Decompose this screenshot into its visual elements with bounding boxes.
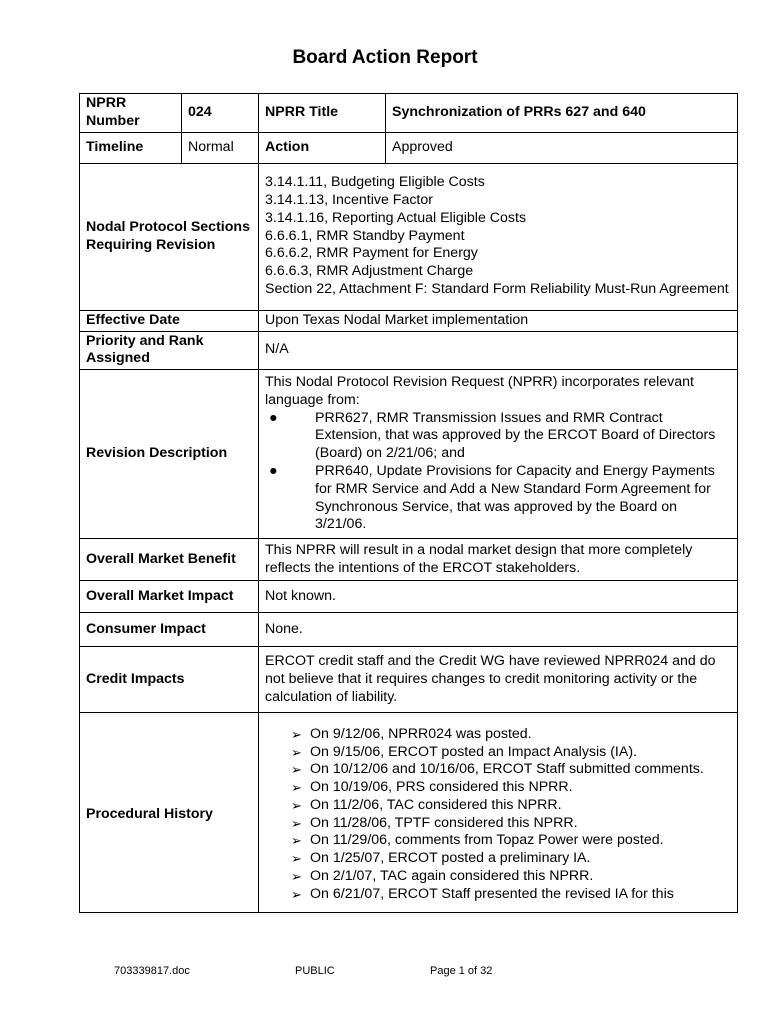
arrow-bullet-icon: ➢ <box>291 780 302 796</box>
row-sections <box>80 163 738 310</box>
row-market-benefit <box>80 539 738 581</box>
row-revision-description <box>80 370 738 539</box>
market-impact-label: Overall Market Impact <box>80 581 259 613</box>
nprr-number-value: 024 <box>182 94 259 133</box>
row-credit-impacts <box>80 647 738 713</box>
bullet-icon: ● <box>269 463 278 480</box>
section-line: 6.6.6.1, RMR Standby Payment <box>265 227 465 244</box>
market-benefit-value: This NPRR will result in a nodal market design that more completely reflects the intentions of the ERCOT stakeholders. <box>259 539 738 581</box>
history-text: On 11/29/06, comments from Topaz Power were posted. <box>310 832 664 849</box>
list-item <box>265 832 731 850</box>
effective-date-label: Effective Date <box>80 310 259 331</box>
arrow-bullet-icon: ➢ <box>291 726 302 742</box>
revision-description-label: Revision Description <box>80 370 259 539</box>
effective-date-value: Upon Texas Nodal Market implementation <box>259 310 738 331</box>
row-consumer-impact <box>80 613 738 647</box>
priority-value: N/A <box>259 331 738 370</box>
history-text: On 11/2/06, TAC considered this NPRR. <box>310 796 562 813</box>
section-line: 3.14.1.16, Reporting Actual Eligible Costs <box>265 209 527 226</box>
arrow-bullet-icon: ➢ <box>291 744 302 760</box>
nprr-title-label: NPRR Title <box>259 94 386 133</box>
row-market-impact <box>80 581 738 613</box>
bullet-text: PRR627, RMR Transmission Issues and RMR Contract Extension, that was approved by the ERCOT Board of Directors (Board) on 2/21/06; and <box>315 409 716 462</box>
revision-intro: This Nodal Protocol Revision Request (NPRR) incorporates relevant language from: <box>265 374 694 408</box>
procedural-history-label: Procedural History <box>80 713 259 913</box>
market-benefit-label: Overall Market Benefit <box>80 539 259 581</box>
arrow-bullet-icon: ➢ <box>291 762 302 778</box>
section-line: 6.6.6.2, RMR Payment for Energy <box>265 245 478 262</box>
history-text: On 9/15/06, ERCOT posted an Impact Analysis (IA). <box>310 743 637 760</box>
credit-impacts-label: Credit Impacts <box>80 647 259 713</box>
arrow-bullet-icon: ➢ <box>291 869 302 885</box>
action-label: Action <box>259 132 386 163</box>
footer-page-number: Page 1 of 32 <box>430 965 493 977</box>
arrow-bullet-icon: ➢ <box>291 851 302 867</box>
list-item <box>265 779 731 797</box>
arrow-bullet-icon: ➢ <box>291 833 302 849</box>
history-text: On 1/25/07, ERCOT posted a preliminary IA. <box>310 850 591 867</box>
list-item <box>265 850 731 868</box>
market-impact-value: Not known. <box>259 581 738 613</box>
board-action-table <box>79 93 738 913</box>
row-procedural-history <box>80 713 738 913</box>
consumer-impact-label: Consumer Impact <box>80 613 259 647</box>
nprr-title-value: Synchronization of PRRs 627 and 640 <box>386 94 738 133</box>
list-item <box>265 761 731 779</box>
row-timeline <box>80 132 738 163</box>
section-line: 3.14.1.13, Incentive Factor <box>265 192 433 209</box>
sections-value <box>259 163 738 310</box>
list-item <box>265 744 731 762</box>
arrow-bullet-icon: ➢ <box>291 815 302 831</box>
section-line: 6.6.6.3, RMR Adjustment Charge <box>265 263 474 280</box>
history-text: On 10/19/06, PRS considered this NPRR. <box>310 779 573 796</box>
timeline-value: Normal <box>182 132 259 163</box>
list-item <box>265 868 731 886</box>
footer-classification: PUBLIC <box>295 965 335 977</box>
list-item <box>265 815 731 833</box>
row-effective-date <box>80 310 738 331</box>
priority-label: Priority and Rank Assigned <box>80 331 259 370</box>
nprr-number-label: NPRR Number <box>80 94 182 133</box>
row-nprr <box>80 94 738 133</box>
section-line: 3.14.1.11, Budgeting Eligible Costs <box>265 174 485 191</box>
list-item <box>265 886 731 904</box>
sections-label: Nodal Protocol Sections Requiring Revision <box>80 163 259 310</box>
arrow-bullet-icon: ➢ <box>291 797 302 813</box>
revision-description-value <box>259 370 738 539</box>
history-text: On 11/28/06, TPTF considered this NPRR. <box>310 814 578 831</box>
history-text: On 9/12/06, NPRR024 was posted. <box>310 725 532 742</box>
bullet-text: PRR640, Update Provisions for Capacity and Energy Payments for RMR Service and Add a New Standard Form Agreement for Synchronous Service, that was approved by the Board on 3/21/06. <box>315 463 715 533</box>
action-value: Approved <box>386 132 738 163</box>
row-priority <box>80 331 738 370</box>
footer-filename: 703339817.doc <box>114 965 190 977</box>
bullet-icon: ● <box>269 409 278 426</box>
page-title: Board Action Report <box>292 47 478 68</box>
procedural-history-list <box>265 726 731 904</box>
timeline-label: Timeline <box>80 132 182 163</box>
sections-list <box>265 174 731 299</box>
history-text: On 6/21/07, ERCOT Staff presented the revised IA for this <box>310 885 674 902</box>
list-item <box>265 797 731 815</box>
section-line: Section 22, Attachment F: Standard Form Reliability Must-Run Agreement <box>265 281 729 298</box>
consumer-impact-value: None. <box>259 613 738 647</box>
history-text: On 2/1/07, TAC again considered this NPRR. <box>310 868 594 885</box>
list-item <box>265 463 731 534</box>
revision-bullets <box>265 410 731 535</box>
procedural-history-value <box>259 713 738 913</box>
credit-impacts-value: ERCOT credit staff and the Credit WG have reviewed NPRR024 and do not believe that it requires changes to credit monitoring activity or the calculation of liability. <box>259 647 738 713</box>
list-item <box>265 410 731 463</box>
history-text: On 10/12/06 and 10/16/06, ERCOT Staff submitted comments. <box>310 761 704 778</box>
arrow-bullet-icon: ➢ <box>291 886 302 902</box>
list-item <box>265 726 731 744</box>
